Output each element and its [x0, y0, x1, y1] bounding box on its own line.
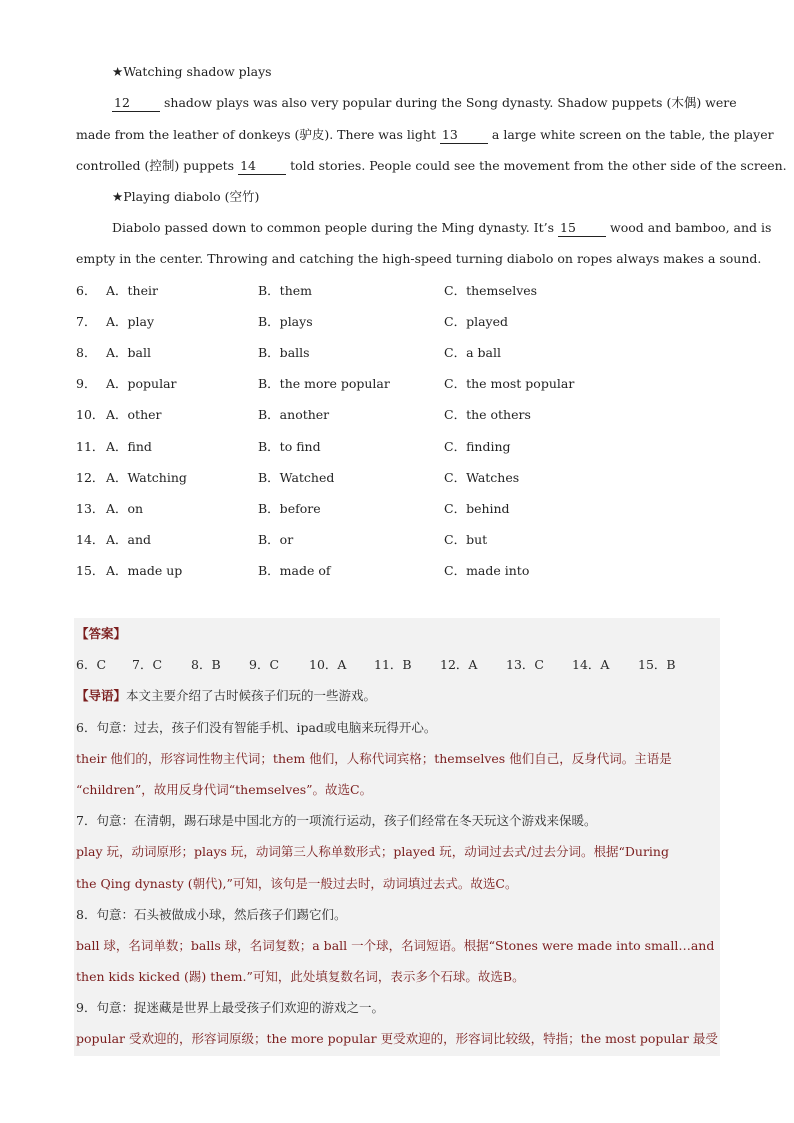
explanation-line: “children”，故用反身代词“themselves”。故选C。	[76, 782, 373, 797]
question-number: 9．	[76, 376, 97, 391]
passage-text: controlled (控制) puppets	[76, 158, 235, 173]
answer-key-row	[76, 657, 718, 673]
option-b: B．them	[258, 283, 313, 298]
passage-text: told stories. People could see the movement from the other side of the screen.	[290, 158, 787, 173]
answer-title: 【答案】	[76, 626, 127, 641]
question-number: 12．	[76, 470, 105, 485]
question-number: 10．	[76, 407, 105, 422]
question-number: 7．	[76, 314, 97, 329]
blank-15: 15	[558, 220, 606, 237]
explanation-line: popular 受欢迎的，形容词原级；the more popular 更受欢迎的，形容词比较级，特指；the most popular 最受	[76, 1031, 718, 1046]
blank-14: 14	[238, 158, 286, 175]
question-number: 15．	[76, 563, 105, 578]
option-a: A．on	[106, 501, 144, 516]
passage-text: Diabolo passed down to common people during the Ming dynasty. It’s	[112, 220, 555, 235]
explanation-line: play 玩，动词原形；plays 玩，动词第三人称单数形式；played 玩，动词过去式/过去分词。根据“During	[76, 844, 669, 859]
passage-line	[112, 95, 737, 112]
answer-key-item: 11．B	[374, 657, 412, 672]
option-row	[76, 563, 718, 579]
passage-text: a large white screen on the table, the player	[491, 127, 774, 142]
passage-line: empty in the center. Throwing and catching the high-speed turning diabolo on ropes always makes a sound.	[76, 251, 762, 266]
option-b: B．or	[258, 532, 294, 547]
answer-key-item: 10．A	[309, 657, 347, 672]
question-number: 6．	[76, 283, 97, 298]
guide-label: 【导语】	[76, 688, 127, 703]
option-row	[76, 283, 718, 299]
question-number: 8．	[76, 345, 97, 360]
answer-key-item: 13．C	[506, 657, 544, 672]
section-heading-shadow-plays: ★Watching shadow plays	[112, 64, 272, 79]
explanation-line: 8．句意：石头被做成小球，然后孩子们踢它们。	[76, 907, 347, 922]
option-a: A．play	[106, 314, 155, 329]
option-c: C．the most popular	[444, 376, 575, 391]
question-number: 14．	[76, 532, 105, 547]
option-row	[76, 376, 718, 392]
option-c: C．a ball	[444, 345, 501, 360]
answer-key-item: 6．C	[76, 657, 107, 672]
blank-12: 12	[112, 95, 160, 112]
option-row	[76, 439, 718, 455]
option-a: A．made up	[106, 563, 183, 578]
question-number: 13．	[76, 501, 105, 516]
passage-line	[76, 158, 787, 175]
answer-key-item: 12．A	[440, 657, 478, 672]
option-b: B．balls	[258, 345, 310, 360]
option-c: C．themselves	[444, 283, 538, 298]
answer-key-item: 7．C	[132, 657, 163, 672]
option-row	[76, 345, 718, 361]
answer-key-item: 9．C	[249, 657, 280, 672]
option-a: A．Watching	[106, 470, 187, 485]
blank-13: 13	[440, 127, 488, 144]
answer-key-item: 15．B	[638, 657, 676, 672]
answer-section	[74, 618, 720, 1056]
explanation-line: then kids kicked (踢) them.”可知，此处填复数名词，表示多个石球。故选B。	[76, 969, 525, 984]
explanation-line: their 他们的，形容词性物主代词；them 他们，人称代词宾格；themselves 他们自己，反身代词。主语是	[76, 751, 672, 766]
option-row	[76, 314, 718, 330]
option-c: C．behind	[444, 501, 510, 516]
option-row	[76, 532, 718, 548]
guide-line	[76, 688, 718, 704]
option-a: A．popular	[106, 376, 177, 391]
explanation-line: 9．句意：捉迷藏是世界上最受孩子们欢迎的游戏之一。	[76, 1000, 384, 1015]
option-b: B．plays	[258, 314, 313, 329]
option-c: C．the others	[444, 407, 531, 422]
explanation-line: 7．句意：在清朝，踢石球是中国北方的一项流行运动，孩子们经常在冬天玩这个游戏来保暖。	[76, 813, 597, 828]
passage-line	[112, 220, 772, 237]
option-c: C．Watches	[444, 470, 520, 485]
option-a: A．ball	[106, 345, 151, 360]
option-a: A．other	[106, 407, 162, 422]
passage-line	[76, 127, 774, 144]
option-row	[76, 470, 718, 486]
option-b: B．Watched	[258, 470, 335, 485]
passage-text: shadow plays was also very popular during the Song dynasty. Shadow puppets (木偶) were	[163, 95, 737, 110]
answer-key-item: 8．B	[191, 657, 221, 672]
option-a: A．and	[106, 532, 152, 547]
option-a: A．find	[106, 439, 152, 454]
option-row	[76, 407, 718, 423]
option-c: C．made into	[444, 563, 530, 578]
explanation-line: 6．句意：过去，孩子们没有智能手机、ipad或电脑来玩得开心。	[76, 720, 437, 735]
explanation-line: ball 球，名词单数；balls 球，名词复数；a ball 一个球，名词短语。根据“Stones were made into small…and	[76, 938, 715, 953]
passage-text: wood and bamboo, and is	[610, 220, 772, 235]
explanation-line: the Qing dynasty (朝代),”可知，该句是一般过去时，动词填过去式。故选C。	[76, 876, 518, 891]
option-b: B．to find	[258, 439, 321, 454]
answer-key-item: 14．A	[572, 657, 610, 672]
option-c: C．but	[444, 532, 488, 547]
guide-text: 本文主要介绍了古时候孩子们玩的一些游戏。	[126, 688, 377, 703]
option-b: B．made of	[258, 563, 331, 578]
question-number: 11．	[76, 439, 105, 454]
option-c: C．played	[444, 314, 508, 329]
option-c: C．finding	[444, 439, 511, 454]
option-b: B．before	[258, 501, 321, 516]
option-b: B．another	[258, 407, 330, 422]
option-b: B．the more popular	[258, 376, 390, 391]
option-a: A．their	[106, 283, 158, 298]
option-row	[76, 501, 718, 517]
section-heading-diabolo: ★Playing diabolo (空竹)	[112, 189, 260, 204]
passage-text: made from the leather of donkeys (驴皮). There was light	[76, 127, 436, 142]
